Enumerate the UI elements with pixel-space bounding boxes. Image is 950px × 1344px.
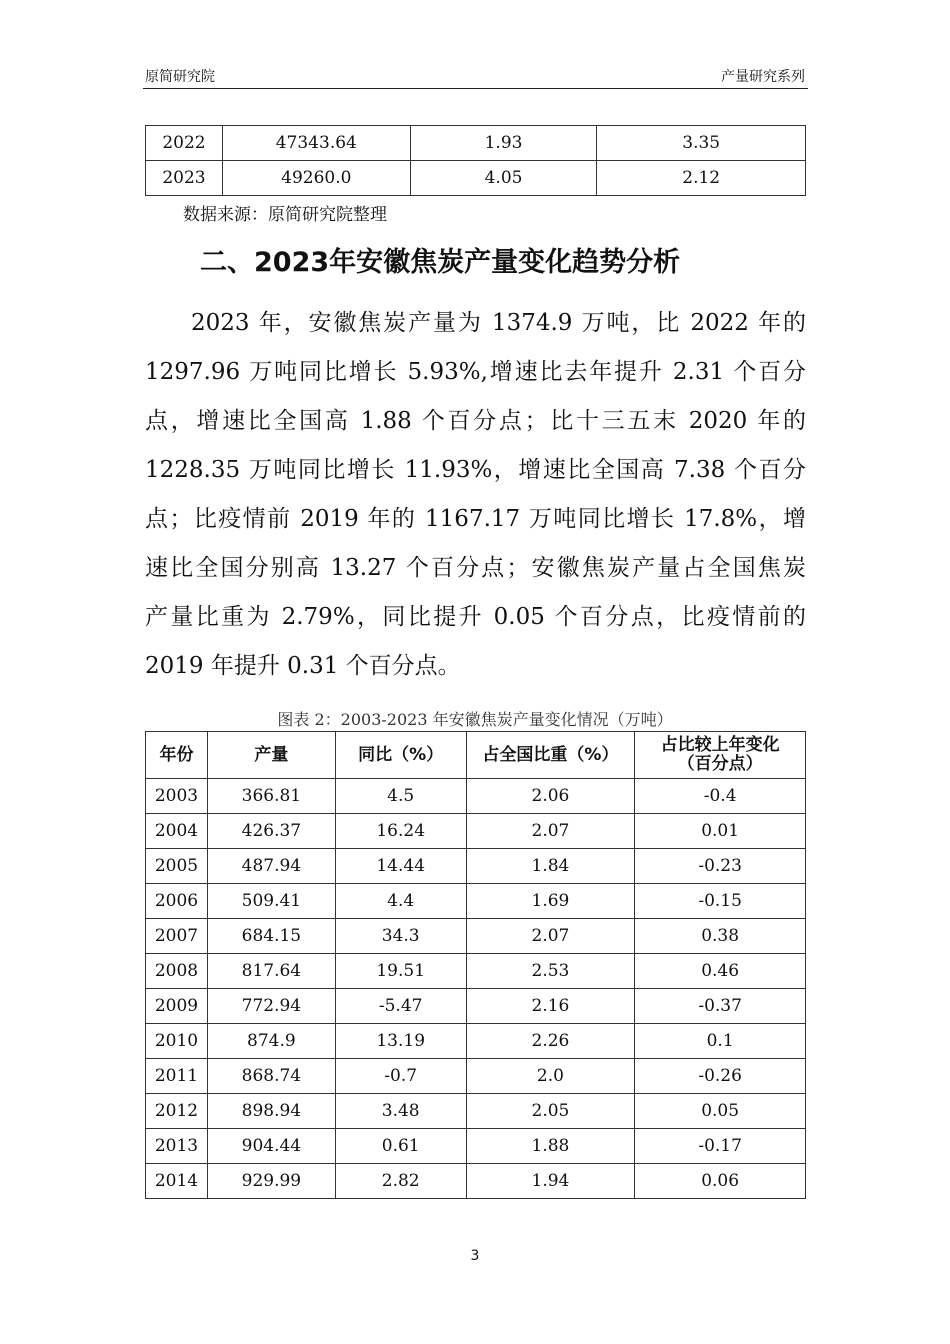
table-cell: 1.93 xyxy=(410,126,597,161)
paragraph-line: 产量比重为 2.79%，同比提升 0.05 个百分点，比疫情前的 xyxy=(145,604,806,630)
table-row xyxy=(146,814,806,849)
table-cell: 0.05 xyxy=(635,1094,806,1129)
table-cell: 366.81 xyxy=(207,779,335,814)
table-cell: 2007 xyxy=(146,919,208,954)
table-cell: 2.53 xyxy=(466,954,635,989)
table-cell: 2011 xyxy=(146,1059,208,1094)
body-paragraph xyxy=(145,303,806,695)
table-row xyxy=(146,1164,806,1199)
header-series: 产量研究系列 xyxy=(721,69,805,85)
table-cell: 16.24 xyxy=(335,814,466,849)
table-cell: 2003 xyxy=(146,779,208,814)
header-yoy: 同比（%） xyxy=(335,732,466,779)
table-cell: 1.69 xyxy=(466,884,635,919)
table-cell: 0.01 xyxy=(635,814,806,849)
table-cell: 2.26 xyxy=(466,1024,635,1059)
table-cell: 684.15 xyxy=(207,919,335,954)
table-cell: 1.94 xyxy=(466,1164,635,1199)
table-cell: 2.07 xyxy=(466,919,635,954)
table-cell: 487.94 xyxy=(207,849,335,884)
header-share-change xyxy=(635,732,806,779)
table-cell: 2.16 xyxy=(466,989,635,1024)
table-cell: 3.35 xyxy=(597,126,806,161)
table-row xyxy=(146,1094,806,1129)
table-cell: 929.99 xyxy=(207,1164,335,1199)
table-cell: -5.47 xyxy=(335,989,466,1024)
table-cell: 2008 xyxy=(146,954,208,989)
table-row xyxy=(146,1024,806,1059)
table-cell: 4.4 xyxy=(335,884,466,919)
table-cell: 49260.0 xyxy=(222,161,410,196)
table-cell: 13.19 xyxy=(335,1024,466,1059)
table-cell: 2.07 xyxy=(466,814,635,849)
table-cell: 4.5 xyxy=(335,779,466,814)
table-row xyxy=(146,919,806,954)
table-cell: 2005 xyxy=(146,849,208,884)
table-row xyxy=(146,849,806,884)
table-row xyxy=(146,126,806,161)
header-national-share: 占全国比重（%） xyxy=(466,732,635,779)
table-cell: 0.38 xyxy=(635,919,806,954)
table-cell: 2004 xyxy=(146,814,208,849)
page-number: 3 xyxy=(470,1248,480,1264)
table-row xyxy=(146,989,806,1024)
table-cell: 0.46 xyxy=(635,954,806,989)
table-row xyxy=(146,779,806,814)
table-cell: 2012 xyxy=(146,1094,208,1129)
continued-table xyxy=(145,125,806,196)
paragraph-line: 点；比疫情前 2019 年的 1167.17 万吨同比增长 17.8%，增 xyxy=(145,506,806,532)
table-cell: 2.06 xyxy=(466,779,635,814)
paragraph-line: 2019 年提升 0.31 个百分点。 xyxy=(145,653,461,679)
paragraph-line: 2023 年，安徽焦炭产量为 1374.9 万吨，比 2022 年的 xyxy=(191,310,806,336)
table-caption: 图表 2：2003-2023 年安徽焦炭产量变化情况（万吨） xyxy=(277,710,673,729)
table-cell: 2.12 xyxy=(597,161,806,196)
paragraph-line: 点，增速比全国高 1.88 个百分点；比十三五末 2020 年的 xyxy=(145,408,806,434)
table-cell: -0.26 xyxy=(635,1059,806,1094)
table-cell: -0.7 xyxy=(335,1059,466,1094)
table-cell: -0.15 xyxy=(635,884,806,919)
table-cell: 904.44 xyxy=(207,1129,335,1164)
table-cell: 2013 xyxy=(146,1129,208,1164)
paragraph-line: 1228.35 万吨同比增长 11.93%，增速比全国高 7.38 个百分 xyxy=(145,457,806,483)
table-row xyxy=(146,1129,806,1164)
table-cell: 2009 xyxy=(146,989,208,1024)
table-cell: 2.82 xyxy=(335,1164,466,1199)
table-cell: 509.41 xyxy=(207,884,335,919)
paragraph-line: 速比全国分别高 13.27 个百分点；安徽焦炭产量占全国焦炭 xyxy=(145,555,806,581)
table-cell: 2023 xyxy=(146,161,223,196)
table-cell: -0.23 xyxy=(635,849,806,884)
section-title: 二、2023年安徽焦炭产量变化趋势分析 xyxy=(200,247,681,278)
table-cell: 0.61 xyxy=(335,1129,466,1164)
table-cell: 0.1 xyxy=(635,1024,806,1059)
table-cell: 14.44 xyxy=(335,849,466,884)
data-source: 数据来源：原简研究院整理 xyxy=(183,205,387,225)
table-cell: 898.94 xyxy=(207,1094,335,1129)
table-cell: 1.84 xyxy=(466,849,635,884)
table-cell: 426.37 xyxy=(207,814,335,849)
table-cell: 34.3 xyxy=(335,919,466,954)
table-cell: -0.4 xyxy=(635,779,806,814)
table-row xyxy=(146,954,806,989)
table-cell: 2022 xyxy=(146,126,223,161)
table-cell: 868.74 xyxy=(207,1059,335,1094)
table-cell: 0.06 xyxy=(635,1164,806,1199)
header-divider xyxy=(143,88,808,89)
table-row xyxy=(146,161,806,196)
table-cell: 2014 xyxy=(146,1164,208,1199)
table-cell: 19.51 xyxy=(335,954,466,989)
header-year: 年份 xyxy=(146,732,208,779)
production-table xyxy=(145,731,806,1199)
header-share-change-line2: （百分点） xyxy=(677,754,763,774)
table-cell: 2.05 xyxy=(466,1094,635,1129)
table-cell: -0.37 xyxy=(635,989,806,1024)
table-cell: 817.64 xyxy=(207,954,335,989)
table-cell: 2.0 xyxy=(466,1059,635,1094)
table-cell: 4.05 xyxy=(410,161,597,196)
table-cell: 1.88 xyxy=(466,1129,635,1164)
table-cell: 47343.64 xyxy=(222,126,410,161)
paragraph-line: 1297.96 万吨同比增长 5.93%,增速比去年提升 2.31 个百分 xyxy=(145,359,806,385)
table-cell: 2010 xyxy=(146,1024,208,1059)
table-cell: 772.94 xyxy=(207,989,335,1024)
table-cell: -0.17 xyxy=(635,1129,806,1164)
table-cell: 874.9 xyxy=(207,1024,335,1059)
table-row xyxy=(146,884,806,919)
header-org: 原简研究院 xyxy=(145,69,215,85)
table-row xyxy=(146,1059,806,1094)
table-cell: 2006 xyxy=(146,884,208,919)
header-share-change-line1: 占比较上年变化 xyxy=(660,735,780,755)
table-cell: 3.48 xyxy=(335,1094,466,1129)
header-output: 产量 xyxy=(207,732,335,779)
table-header-row xyxy=(146,732,806,779)
